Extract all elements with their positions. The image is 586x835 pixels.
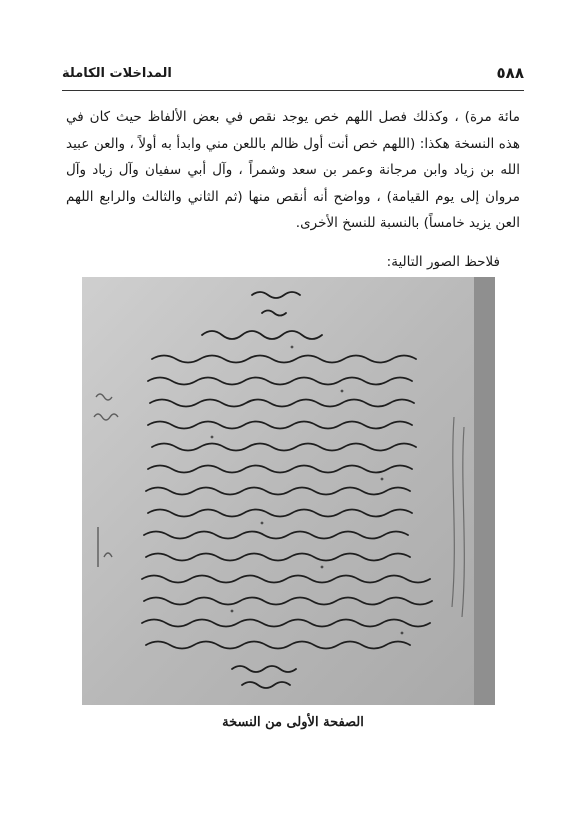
- lead-in: فلاحظ الصور التالية:: [386, 254, 500, 270]
- page-number: ٥٨٨: [496, 64, 524, 82]
- paragraph: مائة مرة) ، وكذلك فصل اللهم خص يوجد نقص في بعض الألفاظ حيث كان في هذه النسخة هكذا: (اللهم خص أنت أول ظالم باللعن مني وابدأ به أولاً ، والعن عبيد الله بن زياد وابن مرجانة وعمر بن سعد وشمراً ، وآل أبي سفيان وآل زياد وآل مروان إلى يوم القيامة) ، وواضح أنه أنقص منها (ثم الثاني والثالث والرابع اللهم العن يزيد خامساً) بالنسبة للنسخ الأخرى.: [66, 109, 520, 231]
- body-text: [66, 104, 520, 237]
- manuscript-image: [82, 277, 495, 705]
- header-rule: [62, 90, 524, 91]
- figure-caption: الصفحة الأولى من النسخة: [222, 715, 364, 730]
- running-title: المداخلات الكاملة: [62, 66, 172, 81]
- page-header: [62, 64, 524, 86]
